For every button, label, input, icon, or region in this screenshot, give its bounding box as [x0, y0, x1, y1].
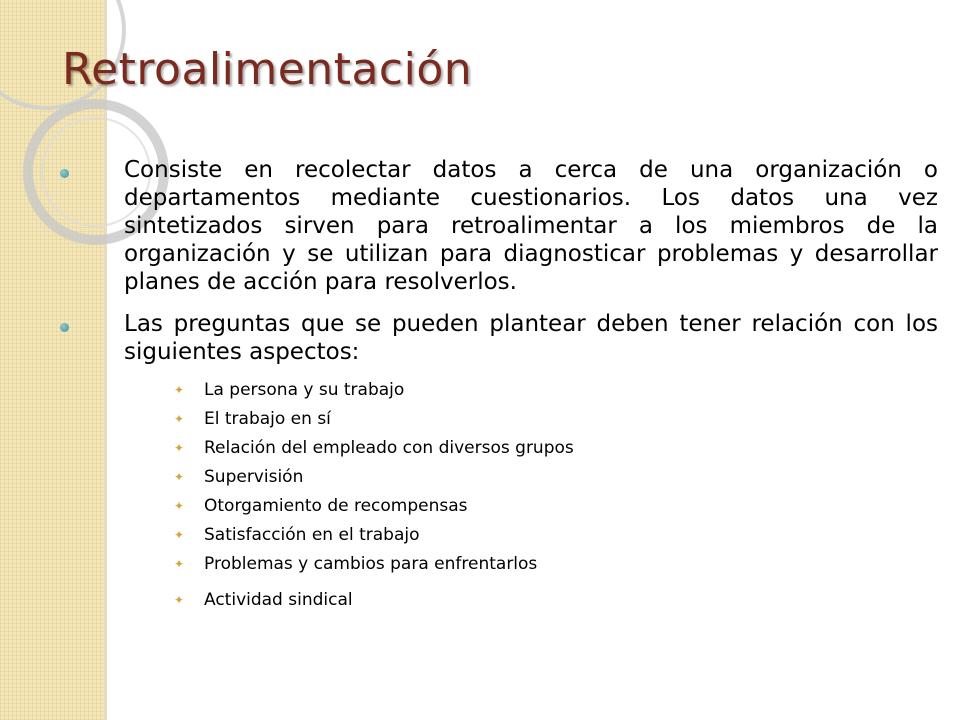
sub-bullet-text: Supervisión	[204, 467, 304, 487]
sub-bullet-item	[174, 463, 938, 492]
sub-bullet-text: Actividad sindical	[204, 590, 353, 610]
teal-dot-icon	[60, 169, 69, 178]
gold-asterisk-icon: ✦	[174, 528, 185, 542]
sub-bullet-item	[174, 376, 938, 405]
gold-asterisk-icon: ✦	[174, 499, 185, 513]
sub-bullet-item	[174, 434, 938, 463]
sub-bullet-text: Otorgamiento de recompensas	[204, 496, 468, 516]
slide-title: Retroalimentación	[62, 44, 473, 95]
sub-bullet-item	[174, 550, 938, 579]
sub-bullet-item	[174, 521, 938, 550]
sub-bullet-item	[174, 405, 938, 434]
slide-content	[58, 156, 938, 615]
sub-bullet-item	[174, 492, 938, 521]
sub-bullet-text: Satisfacción en el trabajo	[204, 525, 420, 545]
gold-asterisk-icon: ✦	[174, 441, 185, 455]
sub-bullet-text: Relación del empleado con diversos grupos	[204, 438, 574, 458]
sub-bullet-text: La persona y su trabajo	[204, 380, 405, 400]
teal-dot-icon	[60, 323, 69, 332]
sub-bullet-text: El trabajo en sí	[204, 409, 331, 429]
gold-asterisk-icon: ✦	[174, 470, 185, 484]
bullet-text: Consiste en recolectar datos a cerca de una organización o departamentos mediante cuestionarios. Los datos una vez sintetizados sirven para retroalimentar a los miembros de la organización y se utilizan para diagnosticar problemas y desarrollar planes de acción para resolverlos.	[124, 157, 938, 295]
gold-asterisk-icon: ✦	[174, 412, 185, 426]
bullet-item	[58, 310, 938, 366]
gold-asterisk-icon: ✦	[174, 593, 185, 607]
bullet-item	[58, 156, 938, 296]
gold-asterisk-icon: ✦	[174, 383, 185, 397]
sub-bullet-list	[58, 376, 938, 615]
gold-asterisk-icon: ✦	[174, 557, 185, 571]
sub-bullet-text: Problemas y cambios para enfrentarlos	[204, 554, 538, 574]
sub-bullet-item	[174, 586, 938, 615]
bullet-text: Las preguntas que se pueden plantear deben tener relación con los siguientes aspectos:	[124, 311, 938, 365]
